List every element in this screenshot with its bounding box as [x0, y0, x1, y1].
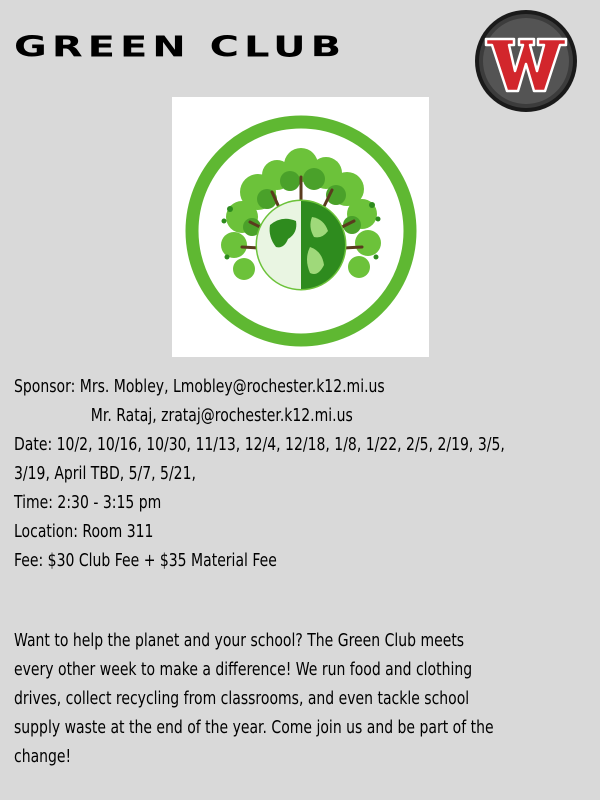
red-w-logo-icon	[474, 9, 578, 113]
description-line-1: Want to help the planet and your school? The Green Club meets	[14, 631, 465, 651]
description-line-2: every other week to make a difference! We run food and clothing	[14, 660, 473, 680]
description-line-5: change!	[14, 747, 72, 767]
location-line: Location: Room 311	[14, 522, 154, 542]
globe-with-trees-icon	[172, 97, 429, 357]
hero-image	[172, 97, 429, 357]
sponsor-line-2: Mr. Rataj, zrataj@rochester.k12.mi.us	[90, 406, 353, 426]
club-description	[14, 627, 586, 772]
sponsor-line: Sponsor: Mrs. Mobley, Lmobley@rochester.k12.mi.us	[14, 377, 385, 397]
date-line-1: Date: 10/2, 10/16, 10/30, 11/13, 12/4, 12/18, 1/8, 1/22, 2/5, 2/19, 3/5,	[14, 435, 505, 455]
time-line: Time: 2:30 - 3:15 pm	[14, 493, 162, 513]
club-details	[14, 373, 586, 576]
date-line-2: 3/19, April TBD, 5/7, 5/21,	[14, 464, 196, 484]
page-title: GREEN CLUB	[14, 30, 347, 64]
description-line-4: supply waste at the end of the year. Come join us and be part of the	[14, 718, 494, 738]
description-line-3: drives, collect recycling from classrooms, and even tackle school	[14, 689, 470, 709]
fee-line: Fee: $30 Club Fee + $35 Material Fee	[14, 551, 277, 571]
